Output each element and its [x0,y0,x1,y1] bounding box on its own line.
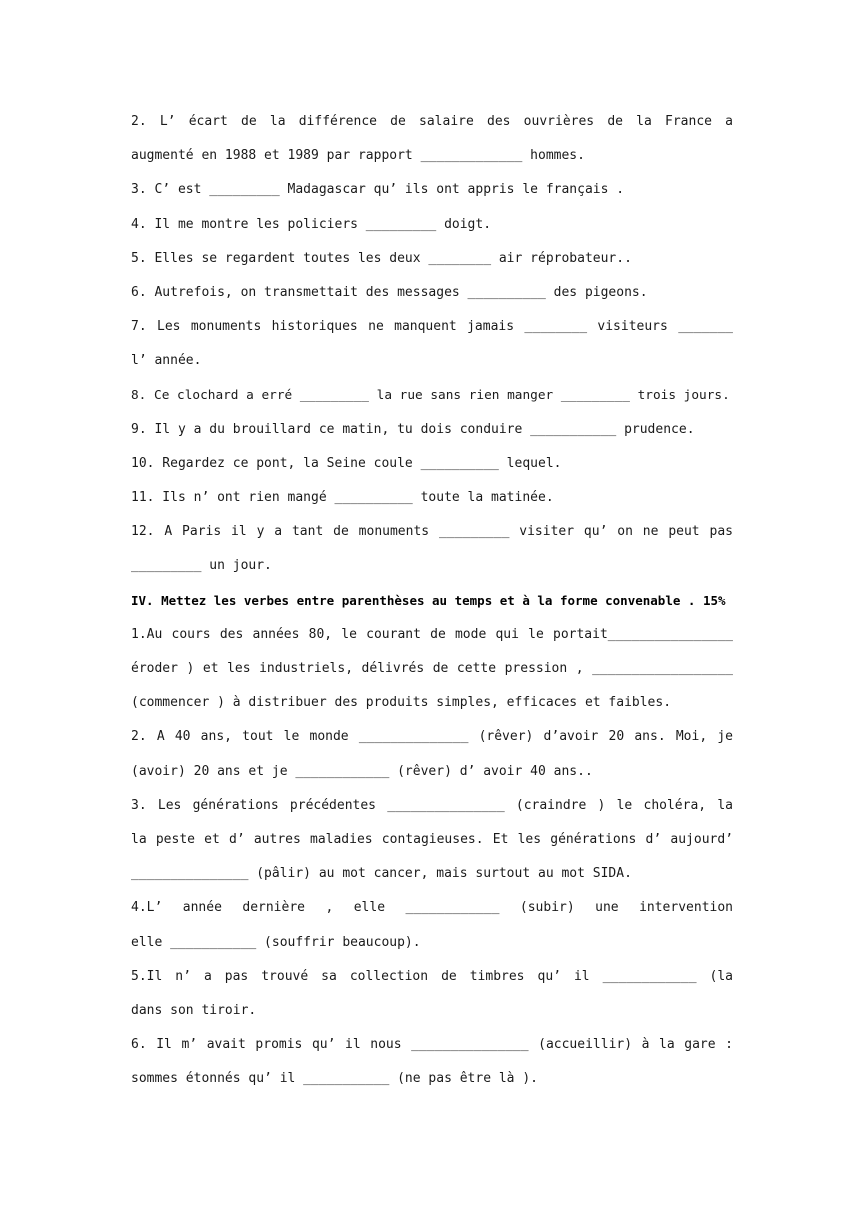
exercise-4-line-1c: (commencer ) à distribuer des produits simples, efficaces et faibles. [131,695,672,711]
exercise-3-line-10: 10. Regardez ce pont, la Seine coule __________ lequel. [131,455,562,471]
exercise-3-line-12b: _________ un jour. [131,558,272,574]
exercise-4-line-4b: elle ___________ (souffrir beaucoup). [131,934,421,950]
exercise-3-line-2b: augmenté en 1988 et 1989 par rapport _____________ hommes. [131,148,585,164]
exercise-3-line-8: 8. Ce clochard a erré _________ la rue sans rien manger _________ trois jours. [131,387,730,403]
exercise-4-line-4a: 4.L’ année dernière , elle ____________ (subir) une intervention [131,900,733,916]
exercise-3-line-12a: 12. A Paris il y a tant de monuments _________ visiter qu’ on ne peut pas [131,524,733,540]
exercise-3-line-7a: 7. Les monuments historiques ne manquent jamais ________ visiteurs _______ [131,319,733,335]
exercise-4-line-3a: 3. Les générations précédentes _______________ (craindre ) le choléra, la [131,797,733,813]
exercise-4-line-1b: éroder ) et les industriels, délivrés de cette pression , __________________ [131,661,733,676]
exercise-4-line-3b: la peste et d’ autres maladies contagieuses. Et les générations d’ aujourd’ [131,831,733,847]
exercise-4-line-5a: 5.Il n’ a pas trouvé sa collection de timbres qu’ il ____________ (la [131,968,733,984]
exercise-4-line-1a: 1.Au cours des années 80, le courant de mode qui le portait________________ [131,626,733,642]
exercise-3-line-2a: 2. L’ écart de la différence de salaire des ouvrières de la France a [131,114,733,129]
exercise-4-line-6b: sommes étonnés qu’ il ___________ (ne pas être là ). [131,1071,538,1087]
exercise-3-line-11: 11. Ils n’ ont rien mangé __________ toute la matinée. [131,490,554,506]
exercise-4-heading: IV. Mettez les verbes entre parenthèses au temps et à la forme convenable . 15% [131,592,726,608]
exercise-4-line-2b: (avoir) 20 ans et je ____________ (rêver) d’ avoir 40 ans.. [131,763,593,779]
exercise-4-line-6a: 6. Il m’ avait promis qu’ il nous _______________ (accueillir) à la gare : [131,1037,733,1053]
exercise-4-line-5b: dans son tiroir. [131,1002,257,1018]
exercise-3-line-5: 5. Elles se regardent toutes les deux ________ air réprobateur.. [131,250,632,266]
exercise-3-line-7b: l’ année. [131,353,202,369]
exercise-3-line-3: 3. C’ est _________ Madagascar qu’ ils ont appris le français . [131,182,625,198]
exercise-3-line-9: 9. Il y a du brouillard ce matin, tu dois conduire ___________ prudence. [131,421,695,437]
exercise-3-line-6: 6. Autrefois, on transmettait des messages __________ des pigeons. [131,284,648,300]
exercise-4-line-3c: _______________ (pâlir) au mot cancer, mais surtout au mot SIDA. [131,866,632,882]
exercise-4-line-2a: 2. A 40 ans, tout le monde ______________ (rêver) d’avoir 20 ans. Moi, je [131,729,733,745]
exercise-3-line-4: 4. Il me montre les policiers _________ doigt. [131,216,492,232]
document-page [131,108,733,1099]
